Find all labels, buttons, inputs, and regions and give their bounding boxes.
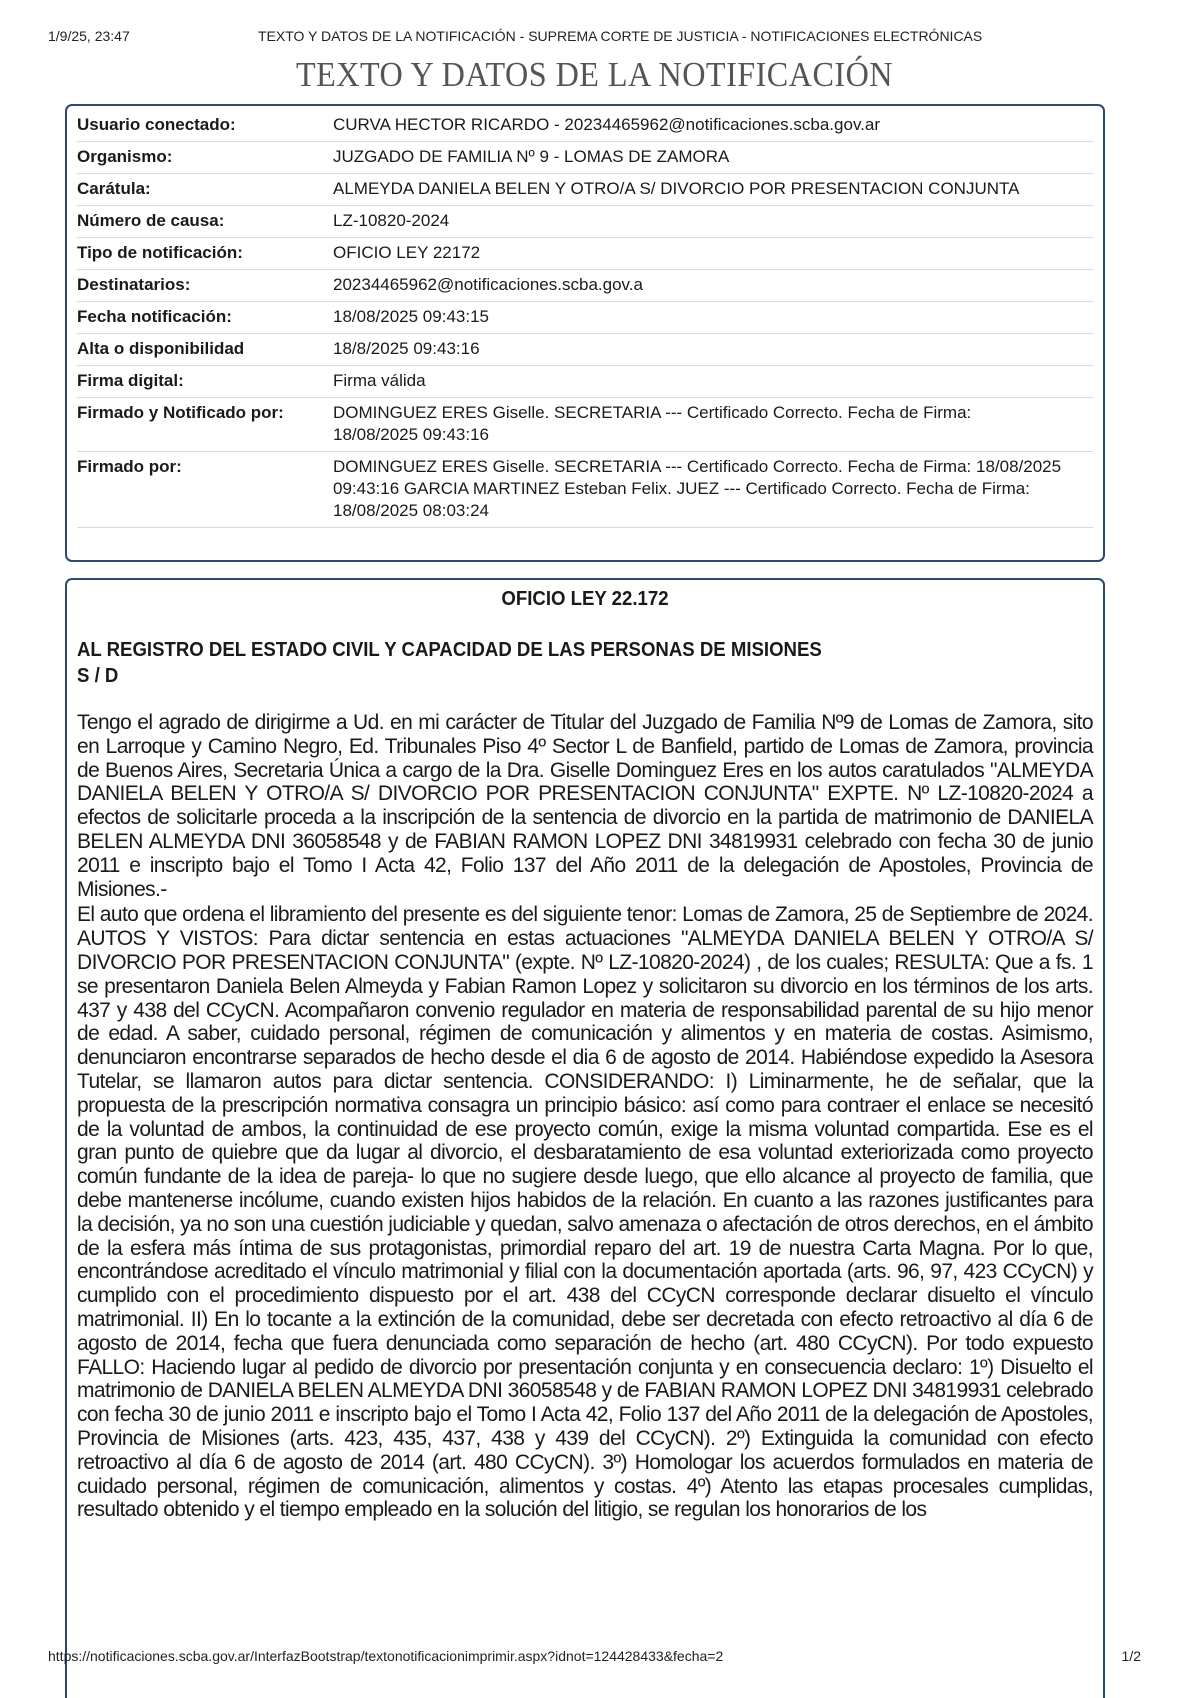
detail-value: DOMINGUEZ ERES Giselle. SECRETARIA --- Certificado Correcto. Fecha de Firma: 18/08/2025 09:43:16 GARCIA MARTINEZ Esteban Felix. JUEZ --- Certificado Correcto. Fecha de Firma: 18/08/2025 08:03:24 [333, 457, 1062, 520]
detail-value: Firma válida [333, 371, 426, 390]
detail-label: Firmado por: [77, 457, 182, 476]
document-body-box [65, 578, 1105, 1698]
detail-row-firma-digital [77, 366, 1093, 398]
document-body-text [77, 711, 1093, 1522]
detail-row-destinatarios [77, 270, 1093, 302]
detail-label: Firma digital: [77, 371, 184, 390]
detail-row-fecha-notificacion [77, 302, 1093, 334]
detail-label: Tipo de notificación: [77, 243, 243, 262]
detail-label: Fecha notificación: [77, 307, 232, 326]
page-title: TEXTO Y DATOS DE LA NOTIFICACIÓN [296, 55, 893, 94]
detail-value: 20234465962@notificaciones.scba.gov.a [333, 275, 643, 294]
detail-value: DOMINGUEZ ERES Giselle. SECRETARIA --- Certificado Correcto. Fecha de Firma: 18/08/2025 09:43:16 [333, 403, 972, 444]
detail-value: LZ-10820-2024 [333, 211, 450, 230]
addressee-line: AL REGISTRO DEL ESTADO CIVIL Y CAPACIDAD DE LAS PERSONAS DE MISIONES [77, 639, 822, 661]
detail-row-usuario [77, 110, 1093, 142]
detail-row-organismo [77, 142, 1093, 174]
detail-value: CURVA HECTOR RICARDO - 20234465962@notificaciones.scba.gov.ar [333, 115, 881, 134]
detail-row-numero-causa [77, 206, 1093, 238]
document-addressee [77, 637, 1022, 689]
detail-value: 18/8/2025 09:43:16 [333, 339, 480, 358]
page-number: 1/2 [1121, 1648, 1141, 1664]
detail-value: JUZGADO DE FAMILIA Nº 9 - LOMAS DE ZAMORA [333, 147, 730, 166]
detail-label: Usuario conectado: [77, 115, 236, 134]
detail-row-firmado-por [77, 452, 1093, 528]
notification-details-box [65, 104, 1105, 562]
detail-label: Número de causa: [77, 211, 225, 230]
body-paragraph: El auto que ordena el libramiento del presente es del siguiente tenor: Lomas de Zamora, 25 de Septiembre de 2024. AUTOS Y VISTOS: Para dictar sentencia en estas actuaciones "ALMEYDA DANIELA BELEN Y OTRO/A S/ DIVORCIO POR PRESENTACION CONJUNTA" (expte. Nº LZ-10820-2024) , de los cuales; RESULTA: Que a fs. 1 se presentaron Daniela Belen Almeyda y Fabian Ramon Lopez y solicitaron su divorcio en los términos de los arts. 437 y 438 del CCyCN. Acompañaron convenio regulador en materia de responsabilidad parental de su hijo menor de edad. A saber, cuidado personal, régimen de comunicación y alimentos y en materia de costas. Asimismo, denunciaron encontrarse separados de hecho desde el dia 6 de agosto de 2014. Habiéndose expedido la Asesora Tutelar, se llamaron autos para dictar sentencia. CONSIDERANDO: I) Liminarmente, he de señalar, que la propuesta de la prescripción normativa consagra un principio básico: así como para contraer el enlace se necesitó de la voluntad de ambos, la continuidad de ese proyecto común, exige la misma voluntad compartida. Ese es el gran punto de quiebre que da lugar al divorcio, el desbaratamiento de esa voluntad exteriorizada como proyecto común fundante de la idea de pareja- lo que no sugiere desde luego, que ello alcance al proyecto de familia, que debe mantenerse incólume, cuando existen hijos habidos de la relación. En cuanto a las razones justificantes para la decisión, ya no son una cuestión judiciable y quedan, salvo amenaza o afectación de otros derechos, en el ámbito de la esfera más íntima de sus protagonistas, primordial reparo del art. 19 de nuestra Carta Magna. Por lo que, encontrándose acreditado el vínculo matrimonial y filial con la documentación aportada (arts. 96, 97, 423 CCyCN) y cumplido con el procedimiento dispuesto por el art. 438 del CCyCN corresponde declarar disuelto el vínculo matrimonial. II) En lo tocante a la extinción de la comunidad, debe ser decretada con efecto retroactivo al día 6 de agosto de 2014, fecha que fuera denunciada como separación de hecho (art. 480 CCyCN). Por todo expuesto FALLO: Haciendo lugar al pedido de divorcio por presentación conjunta y en consecuencia declaro: 1º) Disuelto el matrimonio de DANIELA BELEN ALMEYDA DNI 36058548 y de FABIAN RAMON LOPEZ DNI 34819931 celebrado con fecha 30 de junio 2011 e inscripto bajo el Tomo I Acta 42, Folio 137 del Año 2011 de la delegación de Apostoles, Provincia de Misiones (arts. 423, 435, 437, 438 y 439 del CCyCN). 2º) Extinguida la comunidad con efecto retroactivo al día 6 de agosto de 2014 (art. 480 CCyCN). 3º) Homologar los acuerdos formulados en materia de cuidado personal, régimen de comunicación, alimentos y costas. 4º) Atento las etapas procesales cumplidas, resultado obtenido y el tiempo empleado en la solución del litigio, se regulan los honorarios de los [77, 903, 1093, 1522]
print-document-title: TEXTO Y DATOS DE LA NOTIFICACIÓN - SUPREMA CORTE DE JUSTICIA - NOTIFICACIONES ELECTRÓNICAS [258, 28, 983, 44]
detail-value: 18/08/2025 09:43:15 [333, 307, 489, 326]
detail-row-alta [77, 334, 1093, 366]
detail-label: Destinatarios: [77, 275, 191, 294]
detail-label: Alta o disponibilidad [77, 339, 245, 358]
detail-label: Firmado y Notificado por: [77, 403, 284, 422]
addressee-salutation: S / D [77, 665, 119, 687]
detail-row-caratula [77, 174, 1093, 206]
detail-label: Organismo: [77, 147, 173, 166]
detail-row-firmado-notificado [77, 398, 1093, 452]
detail-value: ALMEYDA DANIELA BELEN Y OTRO/A S/ DIVORCIO POR PRESENTACION CONJUNTA [333, 179, 1020, 198]
detail-label: Carátula: [77, 179, 151, 198]
body-paragraph: Tengo el agrado de dirigirme a Ud. en mi carácter de Titular del Juzgado de Familia Nº9 de Lomas de Zamora, sito en Larroque y Camino Negro, Ed. Tribunales Piso 4º Sector L de Banfield, partido de Lomas de Zamora, provincia de Buenos Aires, Secretaria Única a cargo de la Dra. Giselle Dominguez Eres en los autos caratulados "ALMEYDA DANIELA BELEN Y OTRO/A S/ DIVORCIO POR PRESENTACION CONJUNTA" EXPTE. Nº LZ-10820-2024 a efectos de solicitarle proceda a la inscripción de la sentencia de divorcio en la partida de matrimonio de DANIELA BELEN ALMEYDA DNI 36058548 y de FABIAN RAMON LOPEZ DNI 34819931 celebrado con fecha 30 de junio 2011 e inscripto bajo el Tomo I Acta 42, Folio 137 del Año 2011 de la delegación de Apostoles, Provincia de Misiones.- [77, 711, 1093, 901]
detail-row-tipo-notificacion [77, 238, 1093, 270]
document-title: OFICIO LEY 22.172 [501, 588, 669, 610]
print-url: https://notificaciones.scba.gov.ar/InterfazBootstrap/textonotificacionimprimir.aspx?idnot=124428433&fecha=2 [48, 1648, 724, 1664]
print-date: 1/9/25, 23:47 [48, 28, 130, 44]
detail-value: OFICIO LEY 22172 [333, 243, 481, 262]
